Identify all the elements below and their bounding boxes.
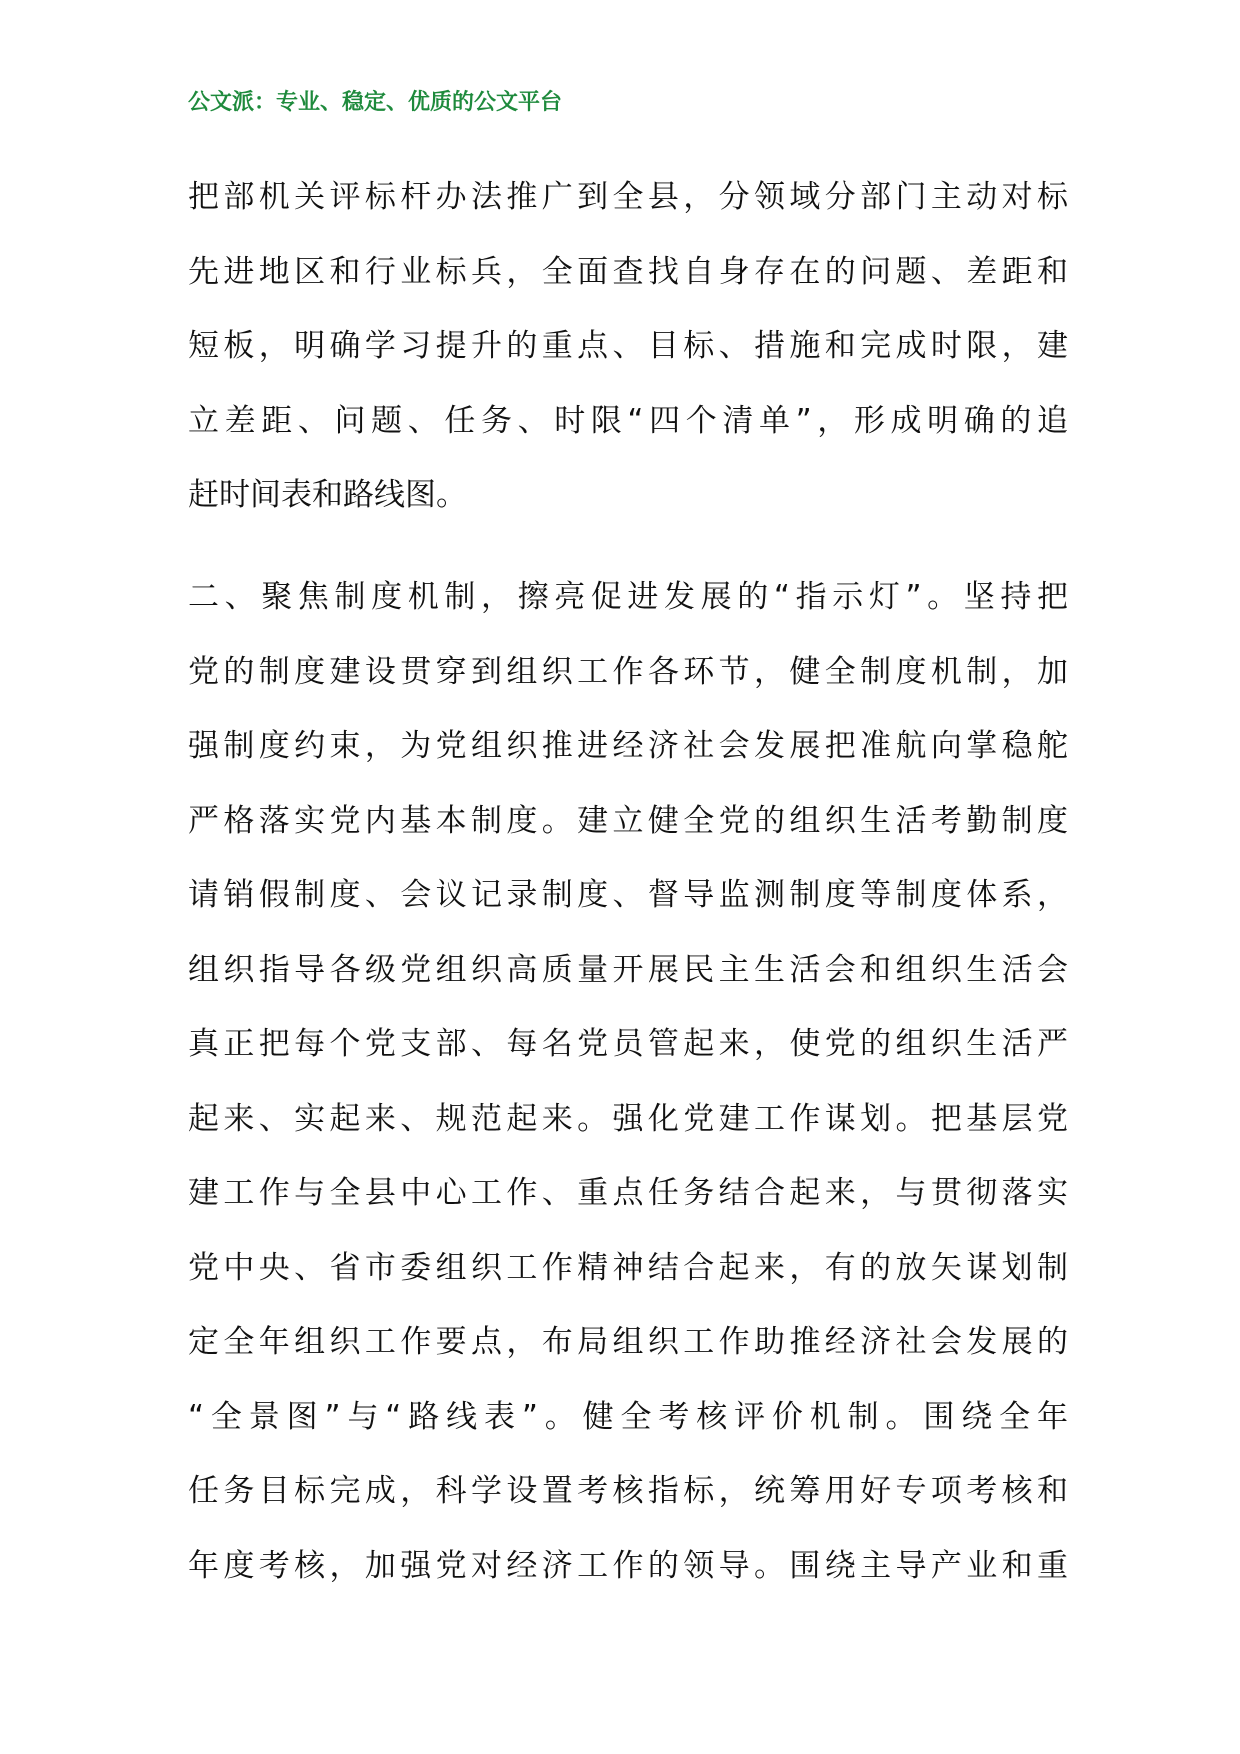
page-header: 公文派：专业、稳定、优质的公文平台 <box>188 90 563 115</box>
text-line: 立差距、问题、任务、时限“四个清单”，形成明确的追 <box>188 402 1068 439</box>
text-line: “全景图”与“路线表”。健全考核评价机制。围绕全年 <box>188 1398 1068 1435</box>
text-line: 建工作与全县中心工作、重点任务结合起来，与贯彻落实 <box>188 1175 1068 1211</box>
text-line: 年度考核，加强党对经济工作的领导。围绕主导产业和重 <box>188 1547 1068 1584</box>
paragraph-2 <box>188 560 1068 1603</box>
text-line: 起来、实起来、规范起来。强化党建工作谋划。把基层党 <box>188 1100 1068 1137</box>
text-line: 把部机关评标杆办法推广到全县，分领域分部门主动对标 <box>188 179 1068 215</box>
text-line: 严格落实党内基本制度。建立健全党的组织生活考勤制度 <box>188 802 1068 839</box>
text-line: 先进地区和行业标兵，全面查找自身存在的问题、差距和 <box>188 253 1068 290</box>
text-line: 组织指导各级党组织高质量开展民主生活会和组织生活会 <box>188 951 1068 988</box>
text-line: 请销假制度、会议记录制度、督导监测制度等制度体系， <box>188 877 1068 913</box>
text-line: 赶时间表和路线图。 <box>188 477 467 513</box>
text-line: 真正把每个党支部、每名党员管起来，使党的组织生活严 <box>188 1026 1068 1062</box>
text-line: 二、聚焦制度机制，擦亮促进发展的“指示灯”。坚持把 <box>188 579 1068 615</box>
text-line: 党中央、省市委组织工作精神结合起来，有的放矢谋划制 <box>188 1249 1068 1286</box>
paragraph-1 <box>188 160 1068 533</box>
text-line: 短板，明确学习提升的重点、目标、措施和完成时限，建 <box>188 328 1068 364</box>
text-line: 党的制度建设贯穿到组织工作各环节，健全制度机制，加 <box>188 653 1068 690</box>
text-line: 强制度约束，为党组织推进经济社会发展把准航向掌稳舵 <box>188 728 1068 764</box>
text-line: 任务目标完成，科学设置考核指标，统筹用好专项考核和 <box>188 1473 1068 1509</box>
text-line: 定全年组织工作要点，布局组织工作助推经济社会发展的 <box>188 1324 1068 1360</box>
